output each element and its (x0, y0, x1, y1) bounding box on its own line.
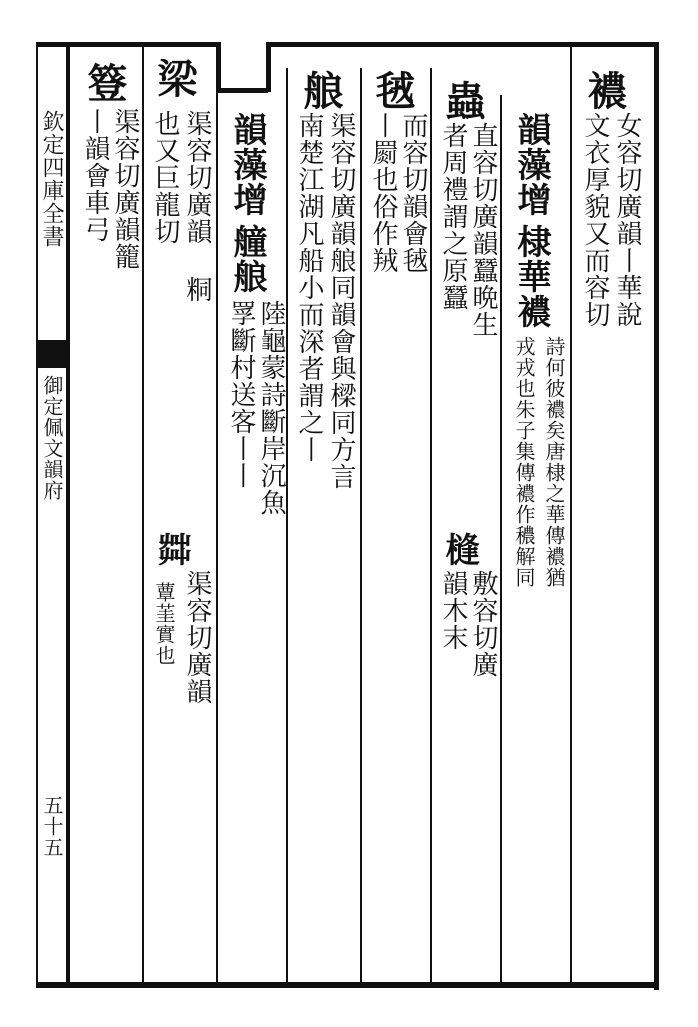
entry-gloss: 也又巨龍切 (150, 110, 180, 245)
entry-gloss: 渠容切廣韻 (182, 570, 212, 705)
entry-gloss: 者周禮謂之原蠶 (438, 122, 468, 311)
entry-gloss: 丨韻會車弓 (80, 108, 110, 243)
entry-headword: 艆 (297, 70, 344, 111)
book-title: 欽定四庫全書 (39, 110, 64, 248)
column-rule (500, 95, 502, 982)
entry-gloss: 渠容切廣韻籠 (110, 108, 140, 270)
frame-bottom (36, 982, 659, 988)
entry-headword: 簦 (81, 62, 128, 103)
entry-headword: 梁 (151, 58, 198, 99)
entry-headword: 槰 (439, 532, 479, 567)
entry-gloss: 詩何彼襛矣唐棣之華傳襛猶 (542, 336, 566, 588)
entry-gloss: 渠容切廣韻 粡 (182, 110, 212, 303)
column-rule (570, 47, 572, 982)
entry-gloss: 女容切廣韻丨華說 (612, 112, 642, 328)
frame-top-mid (216, 88, 268, 93)
entry-headword: 襛 (581, 70, 628, 111)
frame-top-right (266, 42, 658, 47)
column-rule (286, 68, 288, 982)
page-number: 五十五 (40, 795, 64, 858)
entry-headword: 棣華襛 (511, 224, 551, 329)
entry-headword: 茻 (151, 532, 191, 567)
section-marker: 韻藻增 (227, 112, 267, 217)
entry-gloss: 陸龜蒙詩斷岸沉魚 (256, 300, 286, 516)
frame-top-step-left (216, 42, 221, 92)
entry-gloss: 文衣厚貌又而容切 (580, 112, 610, 328)
entry-headword: 艟艆 (227, 224, 267, 294)
column-rule (142, 47, 144, 982)
column-rule (430, 68, 432, 982)
entry-gloss: 蕈茥實也 (152, 582, 176, 666)
frame-top-step-right (266, 42, 271, 92)
column-rule (216, 92, 218, 982)
frame-right (654, 42, 659, 990)
entry-headword: 毧 (369, 70, 416, 111)
entry-gloss: 南楚江湖凡船小而深者謂之丨 (294, 112, 324, 463)
section-marker: 韻藻增 (511, 112, 551, 217)
entry-gloss: 而容切韻會毧 (398, 112, 428, 274)
entry-gloss: 罦斷村送客丨丨 (226, 300, 256, 489)
entry-gloss: 戎戎也朱子集傳襛作穠解同 (512, 336, 536, 588)
entry-gloss: 渠容切廣韻艆同韻會與樑同方言 (326, 112, 356, 490)
entry-gloss: 直容切廣韻蠶晩生 (468, 122, 498, 338)
margin-fishtail (36, 340, 68, 368)
section-title: 御定佩文韻府 (40, 375, 64, 501)
frame-top-left (36, 42, 216, 47)
entry-gloss: 敷容切廣 (468, 570, 498, 678)
entry-headword: 蟲 (439, 80, 486, 121)
entry-gloss: 丨罽也俗作羢 (368, 112, 398, 274)
column-rule (360, 68, 362, 982)
frame-left (66, 42, 70, 988)
entry-gloss: 韻木末 (438, 570, 468, 651)
